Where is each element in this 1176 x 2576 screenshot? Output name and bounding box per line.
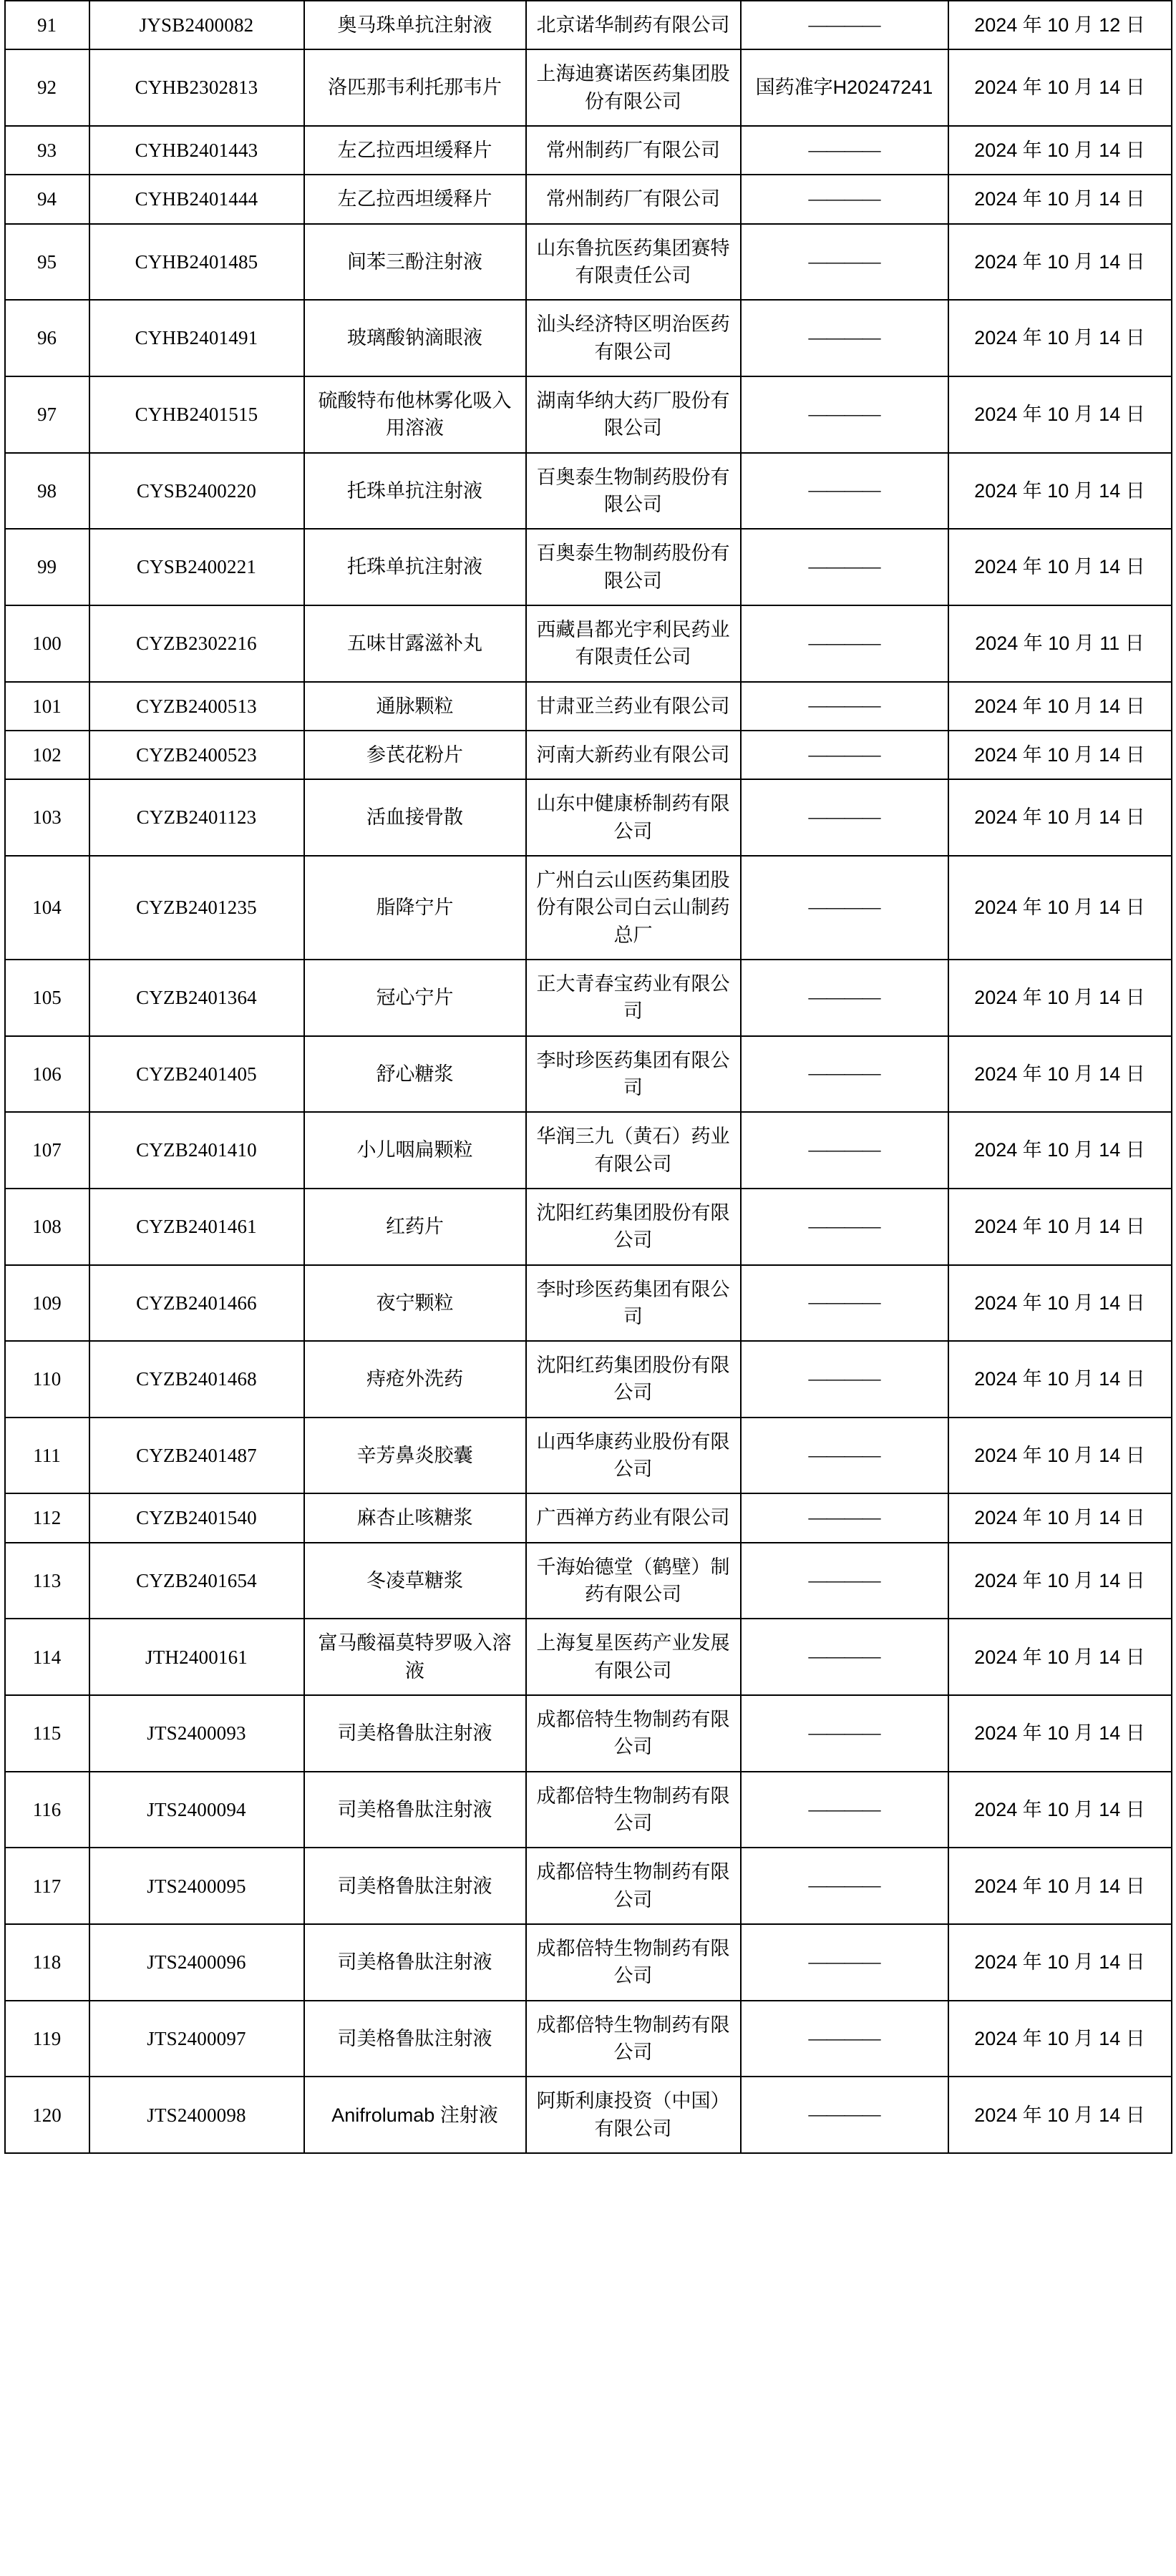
cell-date: 2024 年 10 月 14 日 [948, 1036, 1172, 1113]
cell-index: 98 [5, 453, 89, 530]
cell-code: CYZB2401123 [89, 779, 304, 856]
cell-code: CYZB2401466 [89, 1265, 304, 1342]
cell-approval: ———— [741, 1695, 948, 1772]
cell-company: 正大青春宝药业有限公司 [526, 960, 741, 1036]
cell-index: 100 [5, 605, 89, 682]
table-row [5, 1543, 1172, 1619]
cell-date: 2024 年 10 月 11 日 [948, 605, 1172, 682]
cell-index: 120 [5, 2077, 89, 2153]
cell-index: 93 [5, 126, 89, 175]
cell-company: 华润三九（黄石）药业有限公司 [526, 1112, 741, 1189]
cell-approval: ———— [741, 1924, 948, 2001]
cell-date: 2024 年 10 月 14 日 [948, 960, 1172, 1036]
cell-drug-name: 冠心宁片 [304, 960, 526, 1036]
cell-index: 113 [5, 1543, 89, 1619]
cell-date: 2024 年 10 月 14 日 [948, 1543, 1172, 1619]
cell-drug-name: 辛芳鼻炎胶囊 [304, 1418, 526, 1494]
cell-date: 2024 年 10 月 14 日 [948, 1189, 1172, 1265]
drug-registration-table [4, 0, 1172, 2154]
cell-code: CYZB2401540 [89, 1493, 304, 1542]
table-row [5, 175, 1172, 223]
cell-code: CYZB2401235 [89, 856, 304, 960]
table-row [5, 1493, 1172, 1542]
cell-approval: ———— [741, 175, 948, 223]
cell-drug-name: 司美格鲁肽注射液 [304, 1924, 526, 2001]
cell-drug-name: 左乙拉西坦缓释片 [304, 126, 526, 175]
cell-drug-name: 小儿咽扁颗粒 [304, 1112, 526, 1189]
cell-approval: ———— [741, 731, 948, 779]
table-row [5, 731, 1172, 779]
cell-drug-name: 活血接骨散 [304, 779, 526, 856]
cell-approval: ———— [741, 1341, 948, 1418]
cell-code: CYZB2401654 [89, 1543, 304, 1619]
table-row [5, 2077, 1172, 2153]
cell-approval: ———— [741, 1036, 948, 1113]
cell-date: 2024 年 10 月 14 日 [948, 300, 1172, 376]
cell-index: 102 [5, 731, 89, 779]
cell-date: 2024 年 10 月 14 日 [948, 453, 1172, 530]
cell-index: 95 [5, 224, 89, 301]
cell-drug-name: 痔疮外洗药 [304, 1341, 526, 1418]
cell-company: 甘肃亚兰药业有限公司 [526, 682, 741, 731]
table-row [5, 1418, 1172, 1494]
cell-date: 2024 年 10 月 14 日 [948, 682, 1172, 731]
cell-index: 99 [5, 529, 89, 605]
cell-approval: ———— [741, 300, 948, 376]
cell-date: 2024 年 10 月 12 日 [948, 1, 1172, 49]
cell-index: 116 [5, 1772, 89, 1848]
cell-code: JTS2400097 [89, 2001, 304, 2077]
cell-drug-name: 洛匹那韦利托那韦片 [304, 49, 526, 126]
cell-code: CYZB2401405 [89, 1036, 304, 1113]
cell-code: JTH2400161 [89, 1619, 304, 1695]
cell-code: JYSB2400082 [89, 1, 304, 49]
cell-drug-name: 脂降宁片 [304, 856, 526, 960]
cell-company: 广西禅方药业有限公司 [526, 1493, 741, 1542]
cell-approval: ———— [741, 856, 948, 960]
cell-drug-name: 五味甘露滋补丸 [304, 605, 526, 682]
cell-approval: ———— [741, 1418, 948, 1494]
table-row [5, 1189, 1172, 1265]
cell-code: JTS2400095 [89, 1848, 304, 1924]
cell-approval: ———— [741, 453, 948, 530]
cell-date: 2024 年 10 月 14 日 [948, 1772, 1172, 1848]
cell-drug-name: 硫酸特布他林雾化吸入用溶液 [304, 376, 526, 453]
cell-company: 山东鲁抗医药集团赛特有限责任公司 [526, 224, 741, 301]
cell-drug-name: 红药片 [304, 1189, 526, 1265]
cell-code: CYHB2401491 [89, 300, 304, 376]
cell-code: CYZB2401468 [89, 1341, 304, 1418]
cell-approval: ———— [741, 682, 948, 731]
cell-company: 常州制药厂有限公司 [526, 126, 741, 175]
table-row [5, 1, 1172, 49]
cell-date: 2024 年 10 月 14 日 [948, 376, 1172, 453]
cell-company: 湖南华纳大药厂股份有限公司 [526, 376, 741, 453]
cell-index: 115 [5, 1695, 89, 1772]
cell-index: 106 [5, 1036, 89, 1113]
cell-drug-name: 舒心糖浆 [304, 1036, 526, 1113]
cell-drug-name: 冬凌草糖浆 [304, 1543, 526, 1619]
cell-code: JTS2400096 [89, 1924, 304, 2001]
cell-approval: ———— [741, 1848, 948, 1924]
cell-date: 2024 年 10 月 14 日 [948, 779, 1172, 856]
table-row [5, 605, 1172, 682]
cell-drug-name: Anifrolumab 注射液 [304, 2077, 526, 2153]
cell-index: 101 [5, 682, 89, 731]
table-row [5, 1112, 1172, 1189]
cell-date: 2024 年 10 月 14 日 [948, 731, 1172, 779]
cell-drug-name: 司美格鲁肽注射液 [304, 1772, 526, 1848]
cell-drug-name: 托珠单抗注射液 [304, 453, 526, 530]
cell-approval: ———— [741, 1543, 948, 1619]
cell-approval: ———— [741, 1493, 948, 1542]
cell-code: CYZB2401461 [89, 1189, 304, 1265]
table-row [5, 126, 1172, 175]
cell-drug-name: 司美格鲁肽注射液 [304, 2001, 526, 2077]
cell-approval: ———— [741, 1, 948, 49]
cell-drug-name: 通脉颗粒 [304, 682, 526, 731]
cell-company: 山东中健康桥制药有限公司 [526, 779, 741, 856]
cell-index: 114 [5, 1619, 89, 1695]
cell-drug-name: 司美格鲁肽注射液 [304, 1695, 526, 1772]
cell-index: 119 [5, 2001, 89, 2077]
cell-approval: ———— [741, 1772, 948, 1848]
cell-drug-name: 玻璃酸钠滴眼液 [304, 300, 526, 376]
cell-drug-name: 托珠单抗注射液 [304, 529, 526, 605]
cell-date: 2024 年 10 月 14 日 [948, 2077, 1172, 2153]
cell-company: 成都倍特生物制药有限公司 [526, 1695, 741, 1772]
cell-drug-name: 左乙拉西坦缓释片 [304, 175, 526, 223]
cell-date: 2024 年 10 月 14 日 [948, 1619, 1172, 1695]
cell-company: 成都倍特生物制药有限公司 [526, 1848, 741, 1924]
table-row [5, 2001, 1172, 2077]
table-row [5, 1848, 1172, 1924]
cell-index: 117 [5, 1848, 89, 1924]
cell-drug-name: 司美格鲁肽注射液 [304, 1848, 526, 1924]
cell-company: 沈阳红药集团股份有限公司 [526, 1341, 741, 1418]
cell-drug-name: 富马酸福莫特罗吸入溶液 [304, 1619, 526, 1695]
table-row [5, 376, 1172, 453]
cell-index: 92 [5, 49, 89, 126]
cell-code: CYZB2302216 [89, 605, 304, 682]
cell-company: 汕头经济特区明治医药有限公司 [526, 300, 741, 376]
cell-date: 2024 年 10 月 14 日 [948, 1695, 1172, 1772]
table-row [5, 224, 1172, 301]
cell-approval: ———— [741, 1112, 948, 1189]
cell-company: 成都倍特生物制药有限公司 [526, 2001, 741, 2077]
cell-company: 成都倍特生物制药有限公司 [526, 1924, 741, 2001]
table-row [5, 1036, 1172, 1113]
table-row [5, 960, 1172, 1036]
cell-drug-name: 间苯三酚注射液 [304, 224, 526, 301]
cell-code: CYSB2400221 [89, 529, 304, 605]
cell-code: CYHB2401515 [89, 376, 304, 453]
cell-index: 91 [5, 1, 89, 49]
cell-company: 李时珍医药集团有限公司 [526, 1036, 741, 1113]
cell-code: CYSB2400220 [89, 453, 304, 530]
cell-date: 2024 年 10 月 14 日 [948, 175, 1172, 223]
cell-approval: ———— [741, 376, 948, 453]
cell-index: 112 [5, 1493, 89, 1542]
cell-drug-name: 奥马珠单抗注射液 [304, 1, 526, 49]
cell-company: 成都倍特生物制药有限公司 [526, 1772, 741, 1848]
cell-approval: ———— [741, 1265, 948, 1342]
table-row [5, 1265, 1172, 1342]
cell-code: CYZB2401364 [89, 960, 304, 1036]
cell-index: 105 [5, 960, 89, 1036]
cell-company: 常州制药厂有限公司 [526, 175, 741, 223]
cell-index: 118 [5, 1924, 89, 2001]
cell-drug-name: 参芪花粉片 [304, 731, 526, 779]
cell-index: 97 [5, 376, 89, 453]
cell-approval: ———— [741, 126, 948, 175]
table-row [5, 682, 1172, 731]
cell-company: 百奥泰生物制药股份有限公司 [526, 529, 741, 605]
cell-company: 阿斯利康投资（中国）有限公司 [526, 2077, 741, 2153]
cell-approval: ———— [741, 224, 948, 301]
cell-company: 千海始德堂（鹤壁）制药有限公司 [526, 1543, 741, 1619]
cell-code: CYHB2302813 [89, 49, 304, 126]
cell-company: 北京诺华制药有限公司 [526, 1, 741, 49]
cell-approval: ———— [741, 529, 948, 605]
table-row [5, 453, 1172, 530]
cell-index: 104 [5, 856, 89, 960]
table-body [5, 1, 1172, 2153]
cell-company: 上海迪赛诺医药集团股份有限公司 [526, 49, 741, 126]
table-row [5, 49, 1172, 126]
cell-index: 103 [5, 779, 89, 856]
cell-approval: ———— [741, 1619, 948, 1695]
cell-index: 111 [5, 1418, 89, 1494]
cell-index: 107 [5, 1112, 89, 1189]
cell-date: 2024 年 10 月 14 日 [948, 126, 1172, 175]
table-row [5, 856, 1172, 960]
cell-drug-name: 麻杏止咳糖浆 [304, 1493, 526, 1542]
cell-approval: ———— [741, 2077, 948, 2153]
cell-code: CYHB2401443 [89, 126, 304, 175]
cell-approval: ———— [741, 2001, 948, 2077]
table-row [5, 1341, 1172, 1418]
cell-code: CYZB2400513 [89, 682, 304, 731]
cell-approval: ———— [741, 605, 948, 682]
cell-approval: ———— [741, 779, 948, 856]
cell-date: 2024 年 10 月 14 日 [948, 49, 1172, 126]
cell-approval: 国药准字H20247241 [741, 49, 948, 126]
cell-date: 2024 年 10 月 14 日 [948, 1418, 1172, 1494]
table-row [5, 1695, 1172, 1772]
cell-index: 96 [5, 300, 89, 376]
cell-date: 2024 年 10 月 14 日 [948, 1924, 1172, 2001]
cell-approval: ———— [741, 1189, 948, 1265]
cell-company: 百奥泰生物制药股份有限公司 [526, 453, 741, 530]
cell-date: 2024 年 10 月 14 日 [948, 1112, 1172, 1189]
cell-index: 110 [5, 1341, 89, 1418]
cell-index: 94 [5, 175, 89, 223]
table-row [5, 529, 1172, 605]
cell-code: CYZB2401410 [89, 1112, 304, 1189]
table-row [5, 1772, 1172, 1848]
cell-date: 2024 年 10 月 14 日 [948, 1265, 1172, 1342]
cell-code: CYHB2401444 [89, 175, 304, 223]
cell-index: 109 [5, 1265, 89, 1342]
cell-date: 2024 年 10 月 14 日 [948, 856, 1172, 960]
cell-approval: ———— [741, 960, 948, 1036]
cell-code: JTS2400093 [89, 1695, 304, 1772]
cell-company: 河南大新药业有限公司 [526, 731, 741, 779]
cell-drug-name: 夜宁颗粒 [304, 1265, 526, 1342]
cell-index: 108 [5, 1189, 89, 1265]
cell-company: 广州白云山医药集团股份有限公司白云山制药总厂 [526, 856, 741, 960]
cell-company: 山西华康药业股份有限公司 [526, 1418, 741, 1494]
cell-company: 沈阳红药集团股份有限公司 [526, 1189, 741, 1265]
cell-date: 2024 年 10 月 14 日 [948, 1341, 1172, 1418]
cell-date: 2024 年 10 月 14 日 [948, 529, 1172, 605]
cell-code: CYZB2400523 [89, 731, 304, 779]
cell-code: JTS2400094 [89, 1772, 304, 1848]
cell-company: 上海复星医药产业发展有限公司 [526, 1619, 741, 1695]
cell-date: 2024 年 10 月 14 日 [948, 224, 1172, 301]
table-row [5, 779, 1172, 856]
cell-date: 2024 年 10 月 14 日 [948, 1493, 1172, 1542]
table-row [5, 300, 1172, 376]
cell-code: CYHB2401485 [89, 224, 304, 301]
cell-code: JTS2400098 [89, 2077, 304, 2153]
cell-date: 2024 年 10 月 14 日 [948, 1848, 1172, 1924]
table-row [5, 1924, 1172, 2001]
cell-code: CYZB2401487 [89, 1418, 304, 1494]
table-row [5, 1619, 1172, 1695]
cell-company: 李时珍医药集团有限公司 [526, 1265, 741, 1342]
cell-date: 2024 年 10 月 14 日 [948, 2001, 1172, 2077]
cell-company: 西藏昌都光宇利民药业有限责任公司 [526, 605, 741, 682]
